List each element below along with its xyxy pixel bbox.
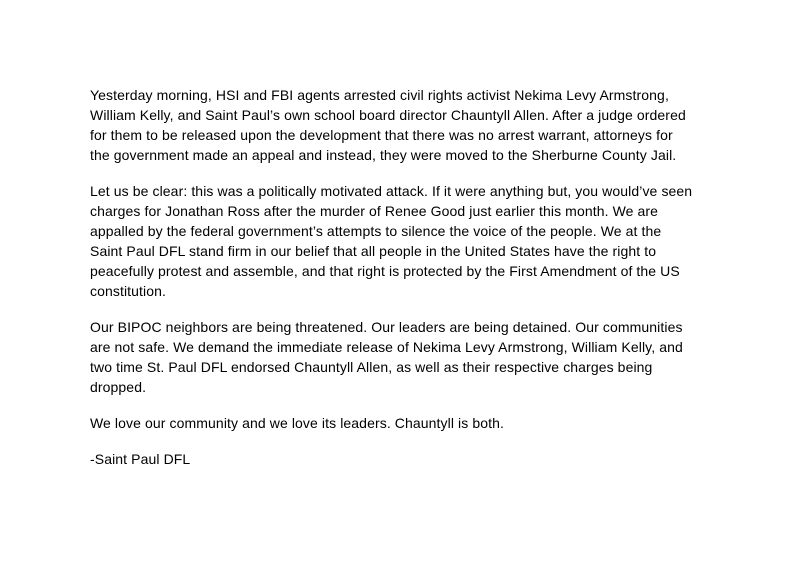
statement-paragraph-2: Let us be clear: this was a politically motivated attack. If it were anything but, you would’ve seen charges for Jonathan Ross after the murder of Renee Good just earlier this month. We are appalled by the federal government’s attempts to silence the voice of the people. We at the Saint Paul DFL stand firm in our belief that all people in the United States have the right to peacefully protest and assemble, and that right is protected by the First Amendment of the US constitution. [90,183,693,299]
statement-text-block [90,85,770,469]
statement-paragraph-3: Our BIPOC neighbors are being threatened. Our leaders are being detained. Our communities are not safe. We demand the immediate release of Nekima Levy Armstrong, William Kelly, and two time St. Paul DFL endorsed Chauntyll Allen, as well as their respective charges being dropped. [90,319,683,395]
statement-paragraph-4: We love our community and we love its leaders. Chauntyll is both. [90,415,504,431]
statement-paragraph-1: Yesterday morning, HSI and FBI agents arrested civil rights activist Nekima Levy Armstrong, William Kelly, and Saint Paul’s own school board director Chauntyll Allen. After a judge ordered for them to be released upon the development that there was no arrest warrant, attorneys for the government made an appeal and instead, they were moved to the Sherburne County Jail. [90,87,686,163]
signature: -Saint Paul DFL [90,451,191,467]
